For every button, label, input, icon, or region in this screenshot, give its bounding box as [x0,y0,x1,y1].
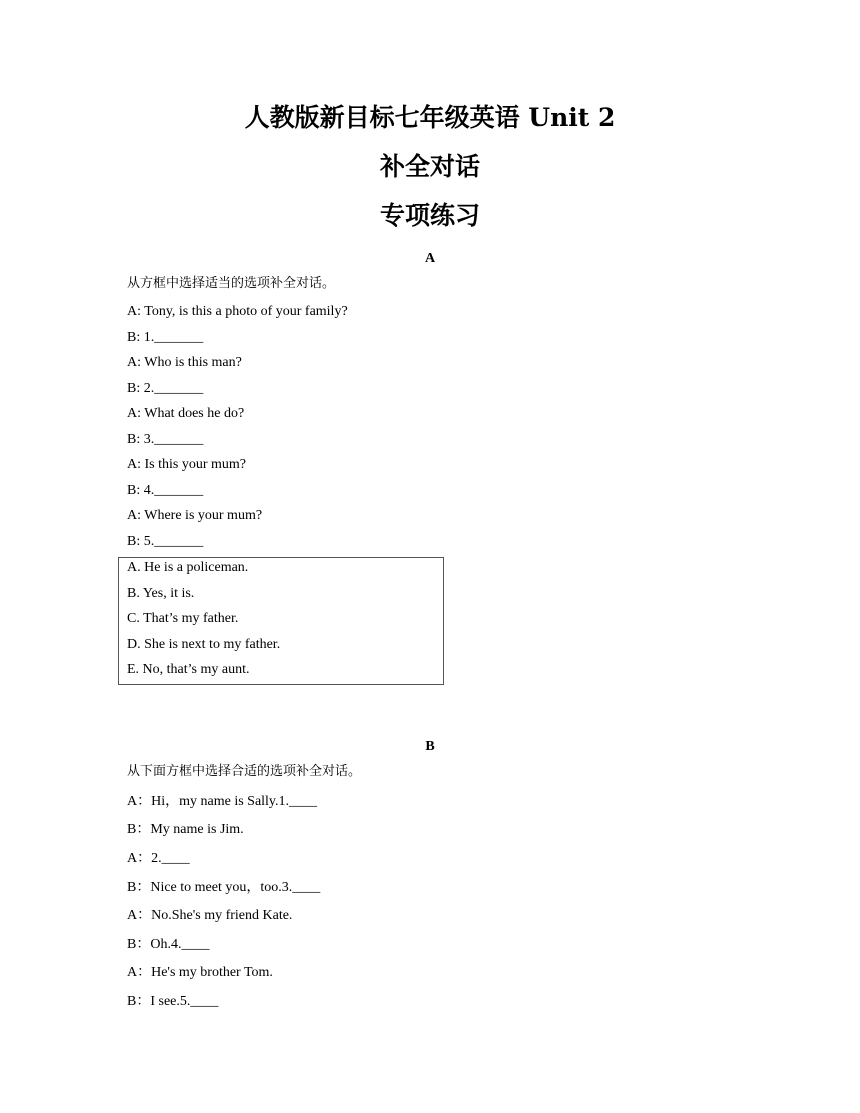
dialogue-line: B: 1._______ [127,330,204,345]
dialogue-line: B: 4._______ [127,483,204,498]
dialogue-line: B：My name is Jim. [127,822,244,837]
dialogue-line: A: Where is your mum? [127,508,263,523]
dialogue-line: B: 2._______ [127,381,204,396]
dialogue-line: A: Who is this man? [127,355,242,370]
section-a-heading: A [424,251,436,266]
dialogue-line: A: Tony, is this a photo of your family? [127,304,348,319]
option-item: D. She is next to my father. [127,637,281,652]
document-subtitle-2: 专项练习 [379,201,480,230]
dialogue-line: B: 3._______ [127,432,204,447]
dialogue-line: A: What does he do? [127,406,245,421]
dialogue-line: A：No.She's my friend Kate. [127,908,293,923]
option-item: C. That’s my father. [127,611,239,626]
document-subtitle: 补全对话 [379,152,480,181]
section-b-heading: B [425,739,435,754]
section-b-instruction: 从下面方框中选择合适的选项补全对话。 [127,764,362,779]
dialogue-line: A：Hi，my name is Sally.1.____ [127,794,318,809]
dialogue-line: B：I see.5.____ [127,994,219,1009]
option-item: E. No, that’s my aunt. [127,662,250,677]
dialogue-line: A: Is this your mum? [127,457,246,472]
dialogue-line: A：2.____ [127,851,190,866]
dialogue-line: B：Nice to meet you，too.3.____ [127,880,321,895]
dialogue-line: A：He's my brother Tom. [127,965,273,980]
option-item: B. Yes, it is. [127,586,195,601]
section-a-instruction: 从方框中选择适当的选项补全对话。 [127,276,336,291]
dialogue-line: B: 5._______ [127,534,204,549]
option-item: A. He is a policeman. [127,560,249,575]
document-title: 人教版新目标七年级英语 Unit 2 [244,103,616,132]
dialogue-line: B：Oh.4.____ [127,937,210,952]
options-box [118,557,444,685]
